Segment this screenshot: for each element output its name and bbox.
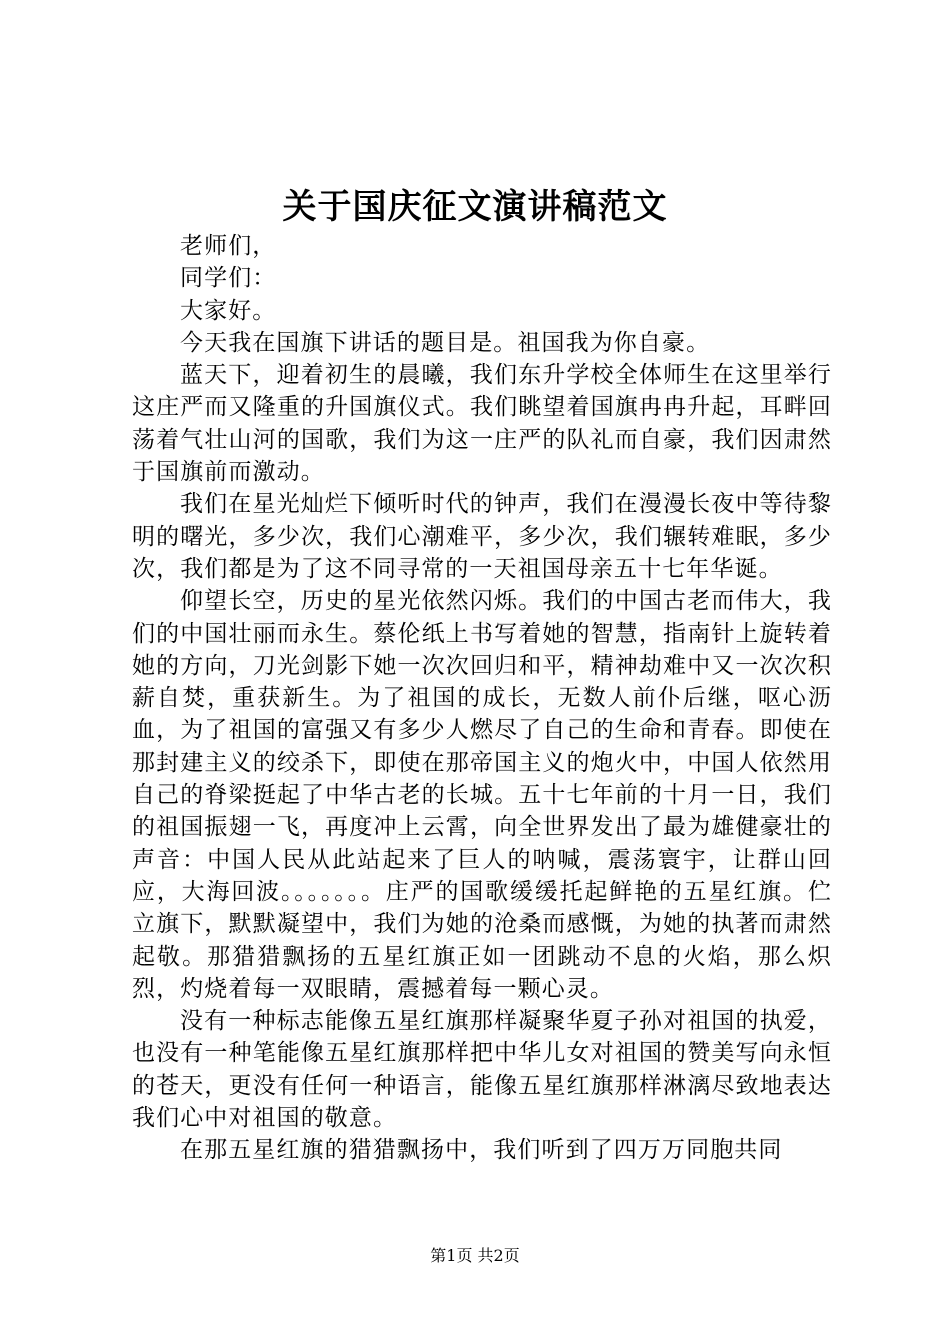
paragraph-greeting-students: 同学们： [180,265,277,292]
paragraph-greeting-teachers: 老师们， [180,233,277,259]
paragraph-anniversary: 我们在星光灿烂下倾听时代的钟声，我们在漫漫长夜中等待黎明的曙光，多少次，我们心潮难平，多少次，我们辗转难眠，多少次，我们都是为了这不同寻常的一天祖国母亲五十七年华诞。 [132,491,832,582]
paragraph-greeting-all: 大家好。 [180,297,277,324]
paragraph-ceremony: 蓝天下，迎着初生的晨曦，我们东升学校全体师生在这里举行这庄严而又隆重的升国旗仪式。我们眺望着国旗冉冉升起，耳畔回荡着气壮山河的国歌，我们为这一庄严的队礼而自豪，我们因肃然于国旗前而激动。 [132,362,832,486]
paragraph-history: 仰望长空，历史的星光依然闪烁。我们的中国古老而伟大，我们的中国壮丽而永生。蔡伦纸上书写着她的智慧，指南针上旋转着她的方向，刀光剑影下她一次次回归和平，精神劫难中又一次次积薪自焚，重获新生。为了祖国的成长，无数人前仆后继，呕心沥血，为了祖国的富强又有多少人燃尽了自己的生命和青春。即使在那封建主义的绞杀下，即使在那帝国主义的炮火中，中国人依然用自己的脊梁挺起了中华古老的长城。五十七年前的十月一日，我们的祖国振翅一飞，再度冲上云霄，向全世界发出了最为雄健豪壮的声音：中国人民从此站起来了巨人的呐喊，震荡寰宇，让群山回应，大海回波。。。。。。。庄严的国歌缓缓托起鲜艳的五星红旗。伫立旗下，默默凝望中，我们为她的沧桑而感慨，为她的执著而肃然起敬。那猎猎飘扬的五星红旗正如一团跳动不息的火焰，那么炽烈，灼烧着每一双眼睛，震撼着每一颗心灵。 [132,588,832,1002]
document-title: 关于国庆征文演讲稿范文 [282,187,668,227]
page-footer: 第1页 共2页 [430,1246,520,1265]
paragraph-flag-symbol: 没有一种标志能像五星红旗那样凝聚华夏子孙对祖国的执爱，也没有一种笔能像五星红旗那样把中华儿女对祖国的赞美写向永恒的苍天，更没有任何一种语言，能像五星红旗那样淋漓尽致地表达我们心中对祖国的敬意。 [132,1008,832,1132]
paragraph-continued: 在那五星红旗的猎猎飘扬中，我们听到了四万万同胞共同 [180,1137,783,1164]
document-body [132,230,832,1167]
paragraph-topic: 今天我在国旗下讲话的题目是。祖国我为你自豪。 [180,329,711,356]
